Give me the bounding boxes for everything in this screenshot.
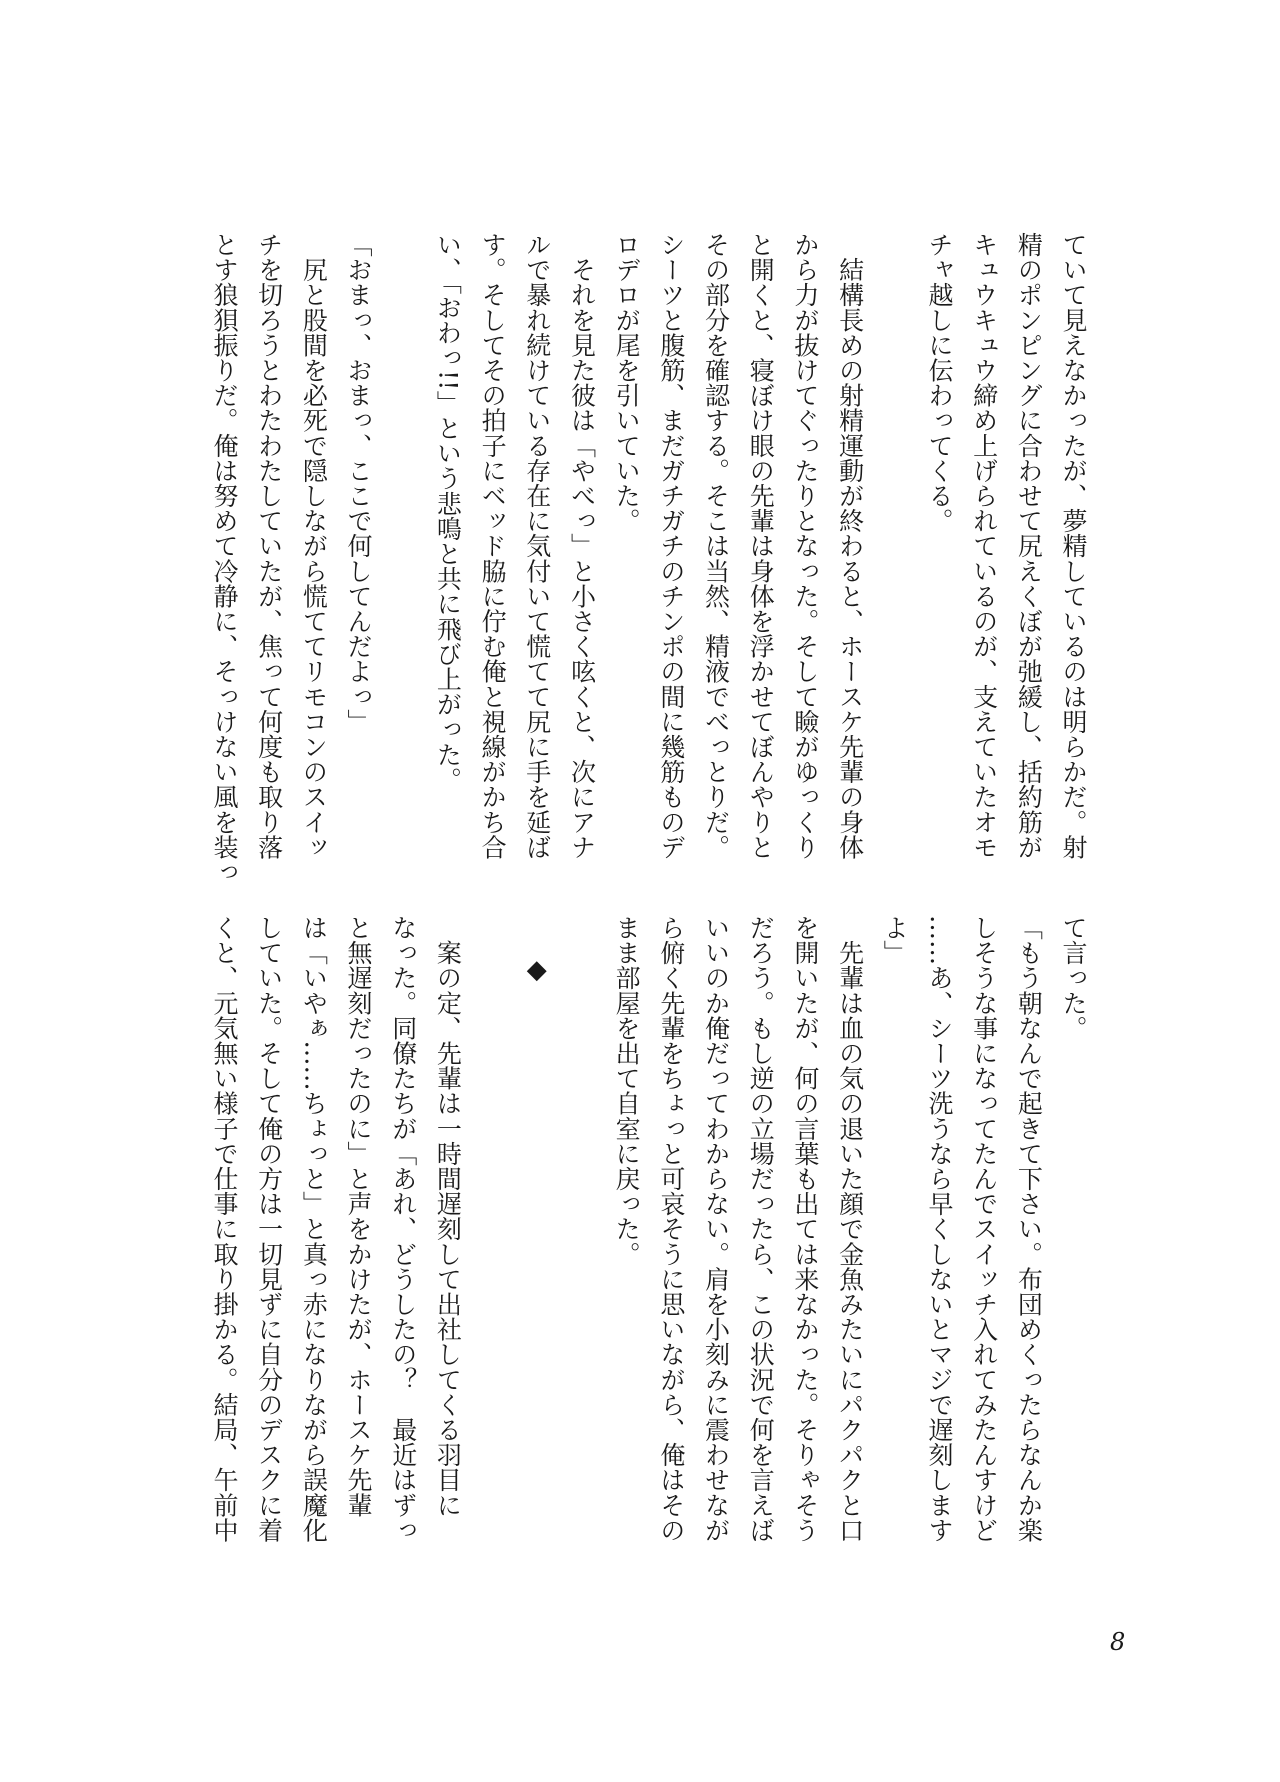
upper-text-block bbox=[201, 232, 1095, 885]
text-column: いいのか俺だってわからない。肩を小刻みに震わせなが bbox=[701, 915, 731, 1543]
text-column: していた。そして俺の方は一切見ずに自分のデスクに着 bbox=[254, 915, 284, 1543]
text-column: まま部屋を出て自室に戻った。 bbox=[612, 915, 642, 1267]
text-column: 結構長めの射精運動が終わると、ホースケ先輩の身体 bbox=[835, 232, 865, 860]
text-column: それを見た彼は「やべっ」と小さく呟くと、次にアナ bbox=[567, 232, 597, 860]
text-column: チを切ろうとわたわたしていたが、焦って何度も取り落 bbox=[254, 232, 284, 860]
text-column: ら俯く先輩をちょっと可哀そうに思いながら、俺はその bbox=[656, 915, 686, 1543]
text-column: ていて見えなかったが、夢精しているのは明らかだ。射 bbox=[1059, 232, 1088, 860]
text-column: 精のポンピングに合わせて尻えくぼが弛緩し、括約筋が bbox=[1014, 232, 1044, 860]
text-column: だろう。もし逆の立場だったら、この状況で何を言えば bbox=[746, 915, 776, 1543]
text-column: くと、元気無い様子で仕事に取り掛かる。結局、午前中 bbox=[209, 915, 239, 1543]
text-column: その部分を確認する。そこは当然、精液でべっとりだ。 bbox=[701, 232, 731, 860]
text-column: チャ越しに伝わってくる。 bbox=[924, 232, 954, 534]
text-column: て言った。 bbox=[1059, 915, 1088, 1041]
text-column bbox=[559, 915, 604, 1555]
text-column bbox=[872, 232, 917, 872]
text-column: と開くと、寝ぼけ眼の先輩は身体を浮かせてぼんやりと bbox=[746, 232, 776, 860]
text-column: と無遅刻だったのに」と声をかけたが、ホースケ先輩 bbox=[344, 915, 373, 1518]
text-column: しそうな事になってたんでスイッチ入れてみたんすけど bbox=[969, 915, 999, 1543]
section-separator-diamond: ◆ bbox=[521, 955, 552, 986]
text-column: 「おまっ、おまっ、ここで何してんだよっ」 bbox=[344, 232, 373, 734]
text-column: ……あ、シーツ洗うなら早くしないとマジで遅刻します bbox=[924, 915, 954, 1543]
text-column: 案の定、先輩は一時間遅刻して出社してくる羽目に bbox=[433, 915, 463, 1518]
text-column bbox=[469, 915, 514, 1555]
text-column: ルで暴れ続けている存在に気付いて慌てて尻に手を延ば bbox=[522, 232, 552, 860]
text-column: キュウキュウ締め上げられているのが、支えていたオモ bbox=[969, 232, 999, 860]
text-column: い、「おわっ!!」という悲鳴と共に飛び上がった。 bbox=[433, 232, 463, 792]
text-column: 尻と股間を必死で隠しながら慌ててリモコンのスイッ bbox=[299, 232, 329, 860]
text-column: とす狼狽振りだ。俺は努めて冷静に、そっけない風を装っ bbox=[209, 232, 239, 885]
text-column: よ」 bbox=[880, 915, 910, 966]
text-column: から力が抜けてぐったりとなった。そして瞼がゆっくり bbox=[790, 232, 820, 860]
text-column: を開いたが、何の言葉も出ては来なかった。そりゃそう bbox=[790, 915, 820, 1543]
text-column: は「いやぁ……ちょっと」と真っ赤になりながら誤魔化 bbox=[299, 915, 329, 1543]
text-column: なった。同僚たちが「あれ、どうしたの？ 最近はずっ bbox=[388, 915, 418, 1543]
text-column: 「もう朝なんで起きて下さい。布団めくったらなんか楽 bbox=[1014, 915, 1044, 1543]
lower-text-block bbox=[201, 915, 1095, 1555]
text-column: 先輩は血の気の退いた顔で金魚みたいにパクパクと口 bbox=[835, 915, 865, 1543]
text-column: ロデロが尾を引いていた。 bbox=[612, 232, 642, 534]
text-column: シーツと腹筋、まだガチガチのチンポの間に幾筋ものデ bbox=[656, 232, 686, 860]
text-column bbox=[380, 232, 425, 872]
text-column: す。そしてその拍子にベッド脇に佇む俺と視線がかち合 bbox=[478, 232, 508, 860]
page-number: 8 bbox=[1110, 1628, 1126, 1656]
